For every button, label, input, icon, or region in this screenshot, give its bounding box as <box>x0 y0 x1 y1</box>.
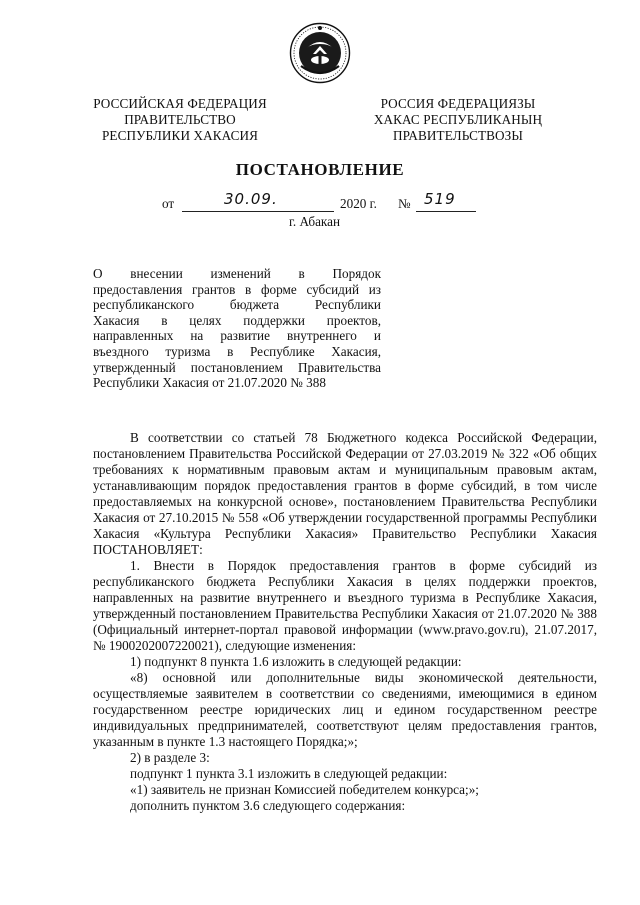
city-name: г. Абакан <box>289 214 341 229</box>
document-body <box>93 430 597 814</box>
header-right-line: ХАКАС РЕСПУБЛИКАНЫҢ <box>373 112 543 127</box>
item-1-paragraph: 1. Внести в Порядок предоставления грантов в форме субсидий из республиканского бюджета Республики Хакасия в целях поддержки проектов, направленных на развитие внутреннего и въездного туризма в Республике Хакасия, утвержденный постановлением Правительства Республики Хакасия от 21.07.2020 № 388 (Официальный интернет-портал правовой информации (www.pravo.gov.ru), 21.07.2017, № 1900202007220021), следующие изменения: <box>93 558 597 653</box>
header-left-line: РЕСПУБЛИКИ ХАКАСИЯ <box>102 128 258 143</box>
preamble-paragraph: В соответствии со статьей 78 Бюджетного кодекса Российской Федерации, постановлением Правительства Российской Федерации от 27.03.2019 № 322 «Об общих требованиях к нормативным правовым актам и муниципальным правовым актам, устанавливающим порядок предоставления грантов в форме субсидий, в том числе предоставляемых на конкурсной основе», постановлением Правительства Республики Хакасия от 27.10.2015 № 558 «Об утверждении государственной программы Республики Хакасия «Культура Республики Хакасия» Правительство Республики Хакасия ПОСТАНОВЛЯЕТ: <box>93 430 597 557</box>
date-prefix: от <box>162 196 175 211</box>
header-left <box>82 96 278 144</box>
subitem-2: 2) в разделе 3: <box>130 750 210 765</box>
subitem-1: 1) подпункт 8 пункта 1.6 изложить в следующей редакции: <box>130 654 462 669</box>
amendment-line: «1) заявитель не признан Комиссией победителем конкурса;»; <box>130 782 479 797</box>
amendment-line: подпункт 1 пункта 3.1 изложить в следующей редакции: <box>130 766 448 781</box>
header-left-line: РОССИЙСКАЯ ФЕДЕРАЦИЯ <box>93 96 267 111</box>
date-underline <box>182 211 334 212</box>
number-underline <box>416 211 476 212</box>
header-left-line: ПРАВИТЕЛЬСТВО <box>124 112 236 127</box>
header-right <box>360 96 556 144</box>
subject-line: въездного туризма в Республике Хакасия, <box>93 343 381 359</box>
coat-of-arms-icon <box>289 22 351 84</box>
date-year: 2020 г. <box>340 196 377 211</box>
subject-line: республиканского бюджета Республики <box>93 297 381 313</box>
subject-line: предоставления грантов в форме субсидий из <box>93 281 381 297</box>
subject-line: О внесении изменений в Порядок <box>93 266 381 281</box>
header-right-line: ПРАВИТЕЛЬСТВОЗЫ <box>393 128 523 143</box>
subject-line: утвержденный постановлением Правительства <box>93 359 381 375</box>
quoted-subitem-8: «8) основной или дополнительные виды экономической деятельности, осуществляемые заявителем в соответствии со сведениями, имеющимися в едином государственном реестре юридических лиц и едином государственном реестре индивидуальных предпринимателей, соответствуют целям предоставления грантов, указанным в пункте 1.3 настоящего Порядка;»; <box>93 670 597 749</box>
document-subject <box>93 266 381 391</box>
subject-line: направленных на развитие внутреннего и <box>93 328 381 344</box>
subject-line: Хакасия в целях поддержки проектов, <box>93 312 381 328</box>
header-right-line: РОССИЯ ФЕДЕРАЦИЯЗЫ <box>380 96 536 111</box>
handwritten-number: 519 <box>424 190 456 208</box>
number-sign: № <box>398 196 411 211</box>
handwritten-date: 30.09. <box>224 190 278 208</box>
subject-line: Республики Хакасия от 21.07.2020 № 388 <box>93 375 326 391</box>
document-title: ПОСТАНОВЛЕНИЕ <box>235 160 405 179</box>
amendment-line: дополнить пунктом 3.6 следующего содержания: <box>130 798 406 813</box>
